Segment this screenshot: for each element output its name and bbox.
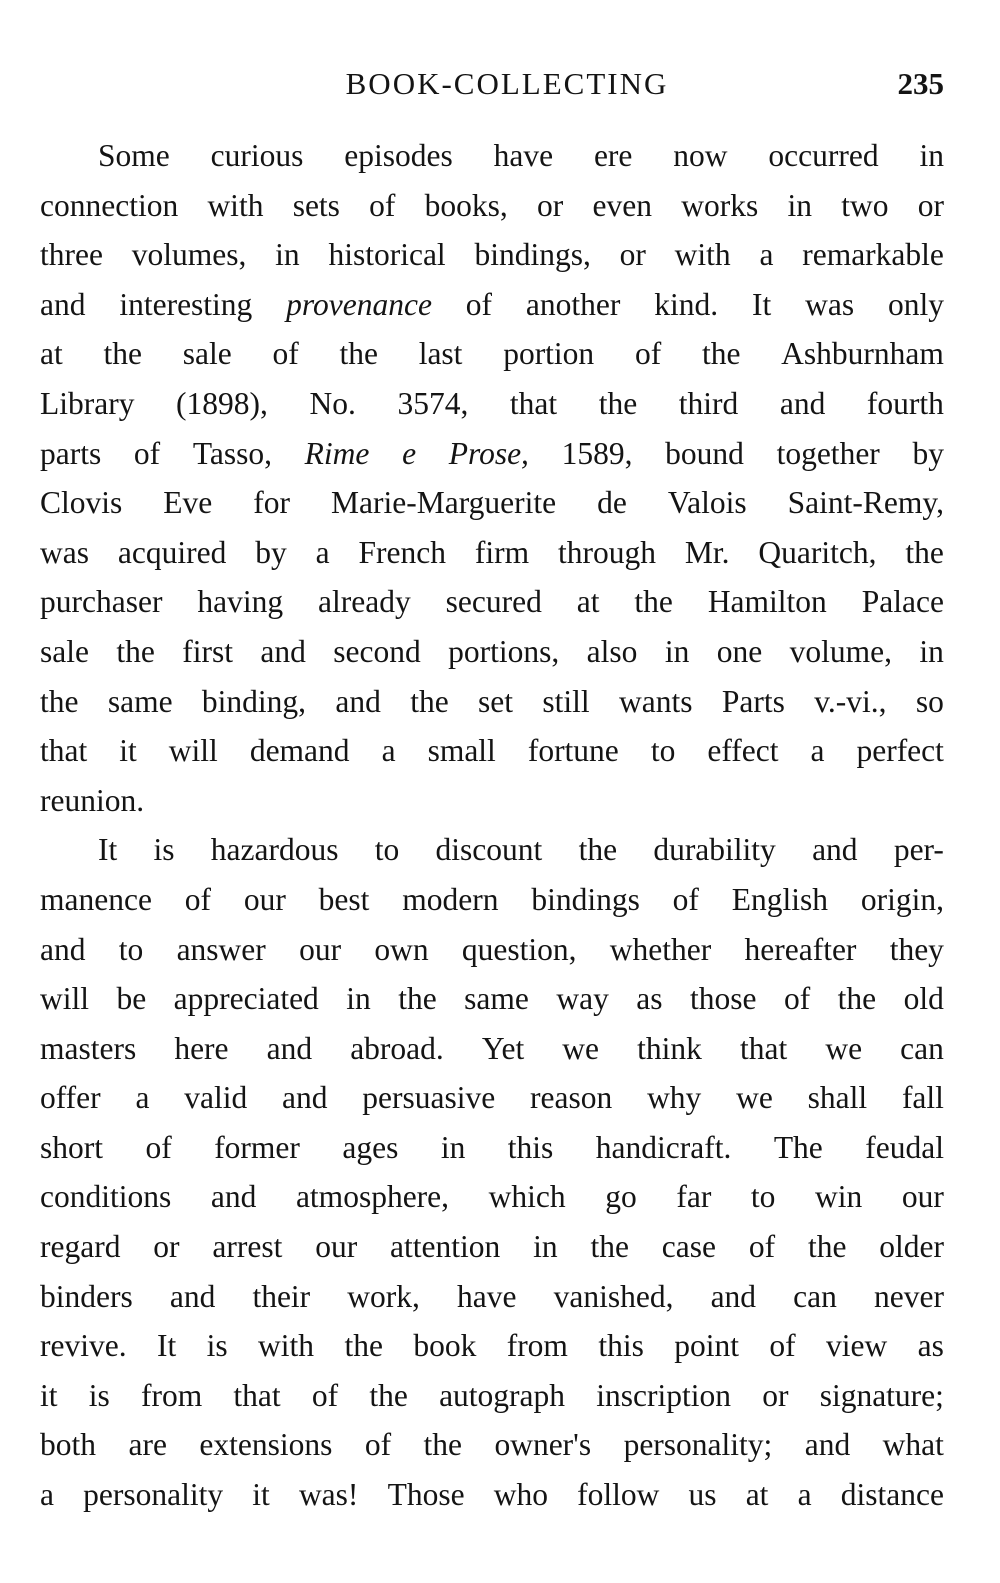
word: Parts: [721, 683, 785, 719]
word: point: [674, 1328, 739, 1364]
word: Yet: [481, 1030, 525, 1066]
text-line: [40, 528, 944, 578]
word: a: [810, 733, 825, 769]
word: the: [423, 1427, 462, 1463]
word: small: [427, 733, 496, 769]
word: in: [275, 237, 300, 273]
text-line: [40, 429, 944, 479]
word: or: [153, 1229, 180, 1265]
word: and: [266, 1030, 313, 1066]
word: the: [344, 1328, 383, 1364]
word: why: [647, 1080, 702, 1116]
word: modern: [402, 881, 499, 917]
word: together: [776, 435, 880, 471]
word: only: [887, 286, 944, 322]
word: former: [214, 1129, 300, 1165]
word: ages: [342, 1129, 399, 1165]
word: with: [207, 187, 264, 223]
word: binding,: [201, 683, 307, 719]
word: the: [578, 832, 618, 868]
word: sale: [182, 336, 232, 372]
text-line: [40, 1371, 944, 1421]
word: in: [919, 633, 944, 669]
word: offer: [40, 1080, 101, 1116]
word: whether: [609, 931, 712, 967]
word: revive.: [40, 1328, 127, 1364]
word: durability: [653, 832, 776, 868]
word: volumes,: [131, 237, 247, 273]
word: what: [882, 1427, 944, 1463]
word: perfect: [856, 733, 944, 769]
word: the: [116, 633, 155, 669]
word: still: [542, 683, 590, 719]
word: with: [674, 237, 731, 273]
word: the: [398, 981, 437, 1017]
word: we: [825, 1030, 863, 1066]
word: Mr.: [684, 534, 730, 570]
word: Hamilton: [707, 584, 827, 620]
word: connection: [40, 187, 179, 223]
word: the: [339, 336, 378, 372]
word: French: [358, 534, 446, 570]
word: fourth: [866, 385, 944, 421]
word: was: [805, 286, 855, 322]
word: Library: [40, 385, 135, 421]
word: the: [40, 683, 79, 719]
word: of: [133, 435, 161, 471]
word: or: [762, 1377, 789, 1413]
word: in: [346, 981, 371, 1017]
word: have: [493, 138, 554, 173]
word: The: [773, 1129, 823, 1165]
word: origin,: [860, 881, 944, 917]
text-line: [40, 1272, 944, 1322]
word: the: [598, 385, 638, 421]
text-line: [40, 478, 944, 528]
word: conditions: [40, 1179, 172, 1215]
word: autograph: [439, 1377, 566, 1413]
word: of: [672, 881, 699, 917]
word: English: [731, 881, 828, 917]
word: at: [40, 336, 63, 372]
word: Valois: [667, 485, 747, 521]
running-head-title: BOOK-COLLECTING: [345, 66, 669, 101]
word: atmosphere,: [295, 1179, 450, 1215]
text-line: [40, 577, 944, 627]
word: our: [901, 1179, 944, 1215]
word: same: [107, 683, 173, 719]
text-line: [40, 1222, 944, 1272]
word: of: [369, 187, 396, 223]
text-line: [40, 825, 944, 875]
word: purchaser: [40, 584, 163, 620]
word: arrest: [212, 1229, 283, 1265]
word: the: [103, 336, 142, 372]
word: the: [701, 336, 741, 372]
word: historical: [328, 237, 446, 273]
word: hazardous: [210, 832, 339, 868]
word: Ashburnham: [781, 336, 944, 372]
word: extensions: [199, 1427, 333, 1463]
word: from: [140, 1377, 203, 1413]
word: works: [681, 187, 759, 223]
word: masters: [40, 1030, 137, 1066]
word: the: [837, 981, 877, 1017]
word: those: [690, 981, 757, 1017]
word: e: [402, 435, 417, 471]
text-line: [40, 627, 944, 677]
word: vanished,: [553, 1278, 674, 1314]
word: bound: [665, 435, 744, 471]
text-line: [40, 1172, 944, 1222]
word: binders: [40, 1278, 133, 1314]
word: handicraft.: [595, 1129, 732, 1165]
word: of: [311, 1377, 339, 1413]
word: or: [917, 187, 944, 223]
word: bindings: [531, 881, 640, 917]
word: a: [797, 1477, 812, 1513]
word: that: [509, 385, 558, 421]
text-line: [40, 230, 944, 280]
word: inscription: [596, 1377, 731, 1413]
word: three: [40, 237, 103, 273]
running-head: [40, 62, 944, 110]
word: it: [40, 1377, 58, 1413]
word: our: [299, 931, 342, 967]
word: of: [184, 881, 212, 917]
word: is: [153, 832, 175, 868]
word: reunion.: [40, 782, 145, 818]
word: last: [418, 336, 463, 372]
word: Prose,: [448, 435, 529, 471]
word: signature;: [819, 1377, 944, 1413]
word: both: [40, 1427, 97, 1463]
word: ere: [593, 138, 633, 173]
text-line: [40, 1024, 944, 1074]
word: in: [919, 138, 944, 173]
word: bindings,: [474, 237, 591, 273]
word: regard: [40, 1229, 121, 1265]
word: effect: [707, 733, 779, 769]
text-line: [40, 677, 944, 727]
word: It: [98, 832, 118, 868]
text-line: [40, 1123, 944, 1173]
word: the: [369, 1377, 408, 1413]
word: view: [826, 1328, 888, 1364]
word: win: [815, 1179, 863, 1215]
word: will: [40, 981, 90, 1017]
word: of: [769, 1328, 796, 1364]
word: books,: [424, 187, 508, 223]
word: having: [197, 584, 284, 620]
word: 1589,: [561, 435, 633, 471]
word: in: [787, 187, 812, 223]
word: a: [315, 534, 330, 570]
word: their: [252, 1278, 311, 1314]
word: was!: [298, 1477, 359, 1513]
word: Those: [387, 1477, 465, 1513]
word: feudal: [865, 1129, 944, 1165]
word: portions,: [448, 633, 560, 669]
word: that: [233, 1377, 281, 1413]
word: and: [710, 1278, 757, 1314]
word: it: [252, 1477, 270, 1513]
word: also: [586, 633, 638, 669]
word: de: [597, 485, 627, 521]
word: here: [174, 1030, 229, 1066]
word: was: [40, 534, 89, 570]
word: Some: [98, 138, 170, 173]
text-line: [40, 1420, 944, 1470]
word: and: [804, 1427, 851, 1463]
word: which: [488, 1179, 566, 1215]
word: of: [364, 1427, 392, 1463]
word: of: [145, 1129, 172, 1165]
word: be: [116, 981, 147, 1017]
word: the: [634, 584, 673, 620]
word: and: [40, 931, 86, 967]
word: kind.: [654, 286, 719, 322]
word: a: [135, 1080, 150, 1116]
word: 3574,: [397, 385, 469, 421]
word: in: [664, 633, 690, 669]
word: curious: [210, 138, 304, 173]
word: parts: [40, 435, 102, 471]
word: secured: [445, 584, 542, 620]
word: we: [562, 1030, 600, 1066]
word: and: [812, 832, 858, 868]
word: this: [598, 1328, 644, 1364]
word: manence: [40, 881, 152, 917]
word: two: [841, 187, 889, 223]
word: to: [118, 931, 144, 967]
word: Quaritch,: [758, 534, 877, 570]
word: is: [88, 1377, 110, 1413]
word: provenance: [286, 286, 432, 322]
word: this: [507, 1129, 554, 1165]
word: question,: [461, 931, 577, 967]
text-line: [40, 280, 944, 330]
word: older: [879, 1229, 944, 1265]
word: abroad.: [350, 1030, 444, 1066]
word: it: [119, 733, 137, 769]
word: persuasive: [362, 1080, 496, 1116]
body-text: [40, 131, 944, 1520]
word: are: [128, 1427, 167, 1463]
word: at: [745, 1477, 769, 1513]
word: case: [661, 1229, 716, 1265]
word: at: [576, 584, 600, 620]
word: go: [605, 1179, 637, 1215]
word: demand: [249, 733, 350, 769]
word: Clovis: [40, 485, 123, 521]
word: third: [678, 385, 739, 421]
word: our: [315, 1229, 358, 1265]
word: valid: [184, 1080, 248, 1116]
word: to: [750, 1179, 776, 1215]
word: reason: [530, 1080, 613, 1116]
word: It: [156, 1328, 177, 1364]
word: and: [40, 286, 86, 322]
word: shall: [807, 1080, 868, 1116]
word: by: [912, 435, 944, 471]
word: fortune: [527, 733, 619, 769]
word: portion: [503, 336, 595, 372]
word: of: [634, 336, 662, 372]
word: a: [40, 1477, 54, 1513]
text-line: [40, 726, 944, 776]
word: the: [905, 534, 944, 570]
word: Eve: [163, 485, 213, 521]
word: as: [636, 981, 663, 1017]
word: personality;: [623, 1427, 773, 1463]
word: second: [333, 633, 421, 669]
word: have: [457, 1278, 517, 1314]
word: in: [440, 1129, 466, 1165]
word: No.: [309, 385, 356, 421]
word: for: [253, 485, 291, 521]
word: Rime: [304, 435, 370, 471]
word: never: [873, 1278, 944, 1314]
word: is: [206, 1328, 228, 1364]
word: attention: [390, 1229, 501, 1265]
word: volume,: [789, 633, 892, 669]
word: our: [243, 881, 286, 917]
word: of: [272, 336, 299, 372]
word: the: [410, 683, 449, 719]
word: discount: [435, 832, 543, 868]
word: already: [318, 584, 411, 620]
word: occurred: [768, 138, 879, 173]
text-line: [40, 1470, 944, 1520]
word: they: [889, 931, 944, 967]
text-line: [40, 974, 944, 1024]
word: as: [917, 1328, 944, 1364]
word: of: [465, 286, 493, 322]
text-line: [40, 1073, 944, 1123]
word: who: [493, 1477, 548, 1513]
text-line: [40, 1321, 944, 1371]
word: interesting: [119, 286, 253, 322]
word: and: [260, 633, 306, 669]
word: per-: [893, 832, 944, 868]
word: distance: [840, 1477, 944, 1513]
word: or: [537, 187, 564, 223]
text-line: [40, 181, 944, 231]
text-line: [40, 379, 944, 429]
word: remarkable: [802, 237, 944, 273]
word: answer: [176, 931, 266, 967]
word: and: [282, 1080, 328, 1116]
word: and: [169, 1278, 216, 1314]
word: fall: [901, 1080, 944, 1116]
word: now: [673, 138, 728, 173]
word: to: [374, 832, 400, 868]
word: short: [40, 1129, 103, 1165]
text-line: [40, 131, 944, 181]
word: we: [736, 1080, 773, 1116]
word: first: [182, 633, 233, 669]
word: appreciated: [173, 981, 319, 1017]
word: will: [168, 733, 218, 769]
word: Palace: [861, 584, 944, 620]
word: wants: [619, 683, 693, 719]
word: that: [40, 733, 88, 769]
word: the: [590, 1229, 629, 1265]
word: work,: [347, 1278, 420, 1314]
word: can: [900, 1030, 944, 1066]
word: episodes: [344, 138, 453, 173]
word: best: [318, 881, 370, 917]
word: by: [255, 534, 287, 570]
word: hereafter: [744, 931, 857, 967]
word: of: [748, 1229, 776, 1265]
word: through: [557, 534, 656, 570]
word: Tasso,: [192, 435, 272, 471]
word: It: [751, 286, 772, 322]
word: way: [556, 981, 609, 1017]
word: from: [506, 1328, 568, 1364]
word: firm: [474, 534, 530, 570]
word: far: [676, 1179, 712, 1215]
word: or: [619, 237, 646, 273]
word: acquired: [117, 534, 227, 570]
word: personality: [83, 1477, 224, 1513]
word: that: [739, 1030, 788, 1066]
word: even: [592, 187, 652, 223]
word: of: [783, 981, 811, 1017]
word: think: [637, 1030, 702, 1066]
word: follow: [577, 1477, 660, 1513]
text-line: [40, 875, 944, 925]
word: to: [650, 733, 676, 769]
text-line: [40, 925, 944, 975]
word: us: [688, 1477, 717, 1513]
word: with: [258, 1328, 315, 1364]
word: owner's: [494, 1427, 592, 1463]
word: Marie-Marguerite: [331, 485, 557, 521]
word: Saint-Remy,: [787, 485, 944, 521]
word: and: [210, 1179, 257, 1215]
word: v.-vi.,: [814, 683, 887, 719]
page-number: 235: [897, 66, 944, 101]
word: and: [779, 385, 826, 421]
text-line: [40, 776, 944, 826]
word: same: [464, 981, 529, 1017]
word: own: [374, 931, 429, 967]
word: sets: [292, 187, 340, 223]
word: book: [413, 1328, 477, 1364]
word: the: [807, 1229, 847, 1265]
text-line: [40, 329, 944, 379]
word: set: [478, 683, 514, 719]
word: and: [335, 683, 381, 719]
word: one: [716, 633, 763, 669]
word: a: [381, 733, 396, 769]
word: sale: [40, 633, 89, 669]
word: another: [525, 286, 621, 322]
word: a: [759, 237, 774, 273]
word: in: [533, 1229, 558, 1265]
word: old: [903, 981, 944, 1017]
word: (1898),: [176, 385, 268, 421]
word: so: [915, 683, 944, 719]
word: can: [793, 1278, 837, 1314]
